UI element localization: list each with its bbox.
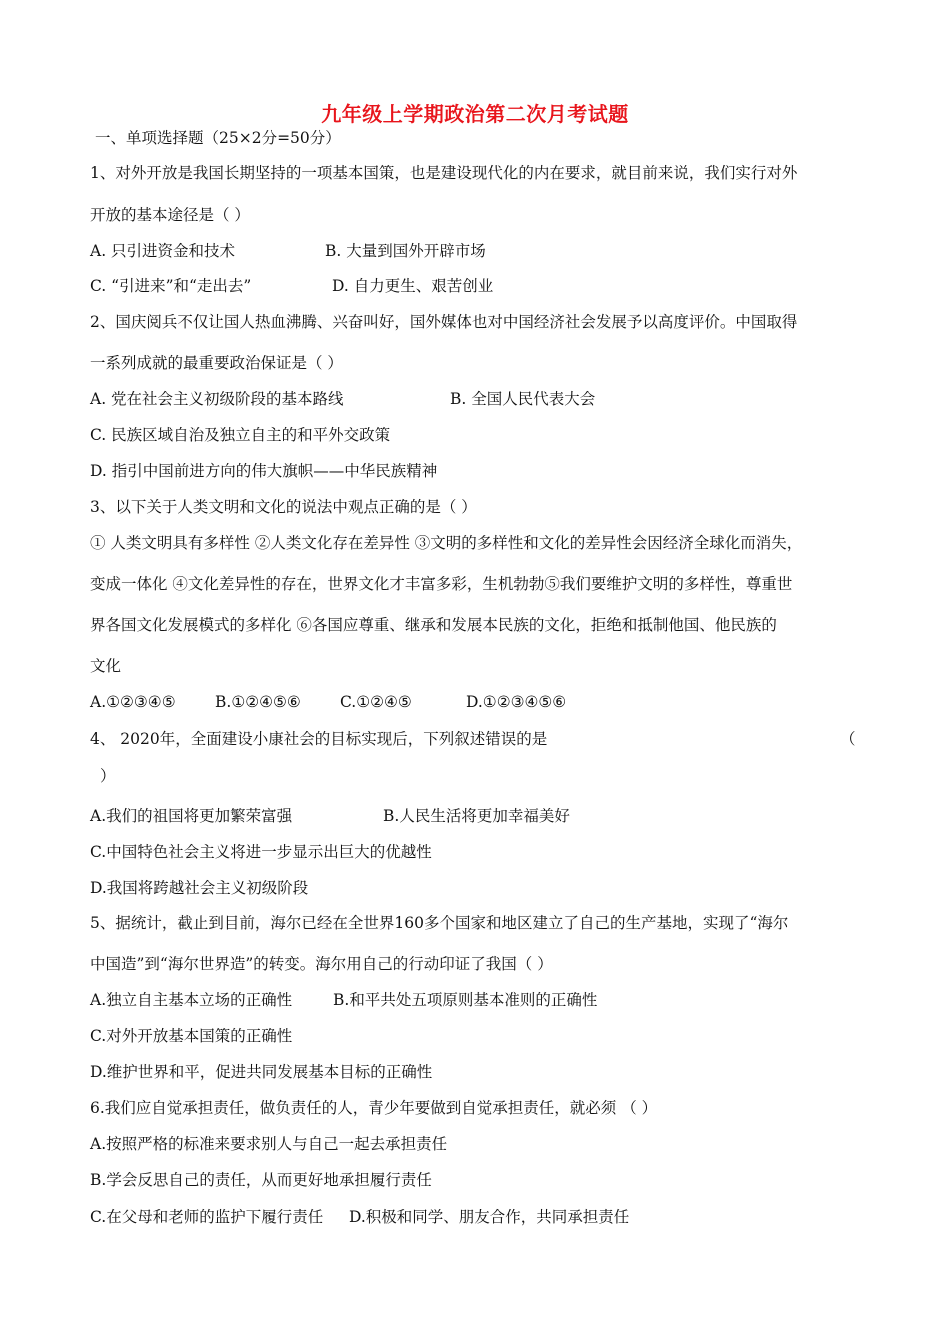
q4-option-b: B.人民生活将更加幸福美好 bbox=[383, 807, 570, 825]
q3-stem-line-4: 界各国文化发展模式的多样化 ⑥各国应尊重、继承和发展本民族的文化，拒绝和抵制他国、他民族的 bbox=[90, 616, 777, 634]
q1-option-c: C. “引进来”和“走出去” bbox=[90, 277, 252, 295]
q1-option-b: B. 大量到国外开辟市场 bbox=[325, 242, 486, 260]
q4-paren-close: ） bbox=[100, 767, 116, 785]
q2-stem-line-2: 一系列成就的最重要政治保证是（ ） bbox=[90, 354, 343, 372]
q2-option-c: C. 民族区域自治及独立自主的和平外交政策 bbox=[90, 426, 391, 444]
q3-stem-line-3: 变成一体化 ④文化差异性的存在，世界文化才丰富多彩，生机勃勃⑤我们要维护文明的多样性，尊重世 bbox=[90, 575, 793, 593]
q2-option-d: D. 指引中国前进方向的伟大旗帜——中华民族精神 bbox=[90, 462, 438, 480]
q1-stem-line-2: 开放的基本途径是（ ） bbox=[90, 206, 250, 224]
q5-stem-line-2: 中国造”到“海尔世界造”的转变。海尔用自己的行动印证了我国（ ） bbox=[90, 955, 553, 973]
q5-option-b: B.和平共处五项原则基本准则的正确性 bbox=[333, 991, 598, 1009]
q5-stem-line-1: 5、据统计，截止到目前，海尔已经在全世界160多个国家和地区建立了自己的生产基地，实现了“海尔 bbox=[90, 914, 789, 932]
q1-option-d: D. 自力更生、艰苦创业 bbox=[332, 277, 494, 295]
q4-stem-line-1: 4、 2020年，全面建设小康社会的目标实现后，下列叙述错误的是 bbox=[90, 730, 548, 748]
q5-option-c: C.对外开放基本国策的正确性 bbox=[90, 1027, 293, 1045]
q3-stem-line-5: 文化 bbox=[90, 657, 122, 675]
q4-option-a: A.我们的祖国将更加繁荣富强 bbox=[90, 807, 293, 825]
q5-option-d: D.维护世界和平，促进共同发展基本目标的正确性 bbox=[90, 1063, 433, 1081]
q1-stem-line-1: 1、对外开放是我国长期坚持的一项基本国策，也是建设现代化的内在要求，就目前来说，我们实行对外 bbox=[90, 164, 798, 182]
q3-option-d: D.①②③④⑤⑥ bbox=[466, 693, 567, 711]
q6-option-d: D.积极和同学、朋友合作，共同承担责任 bbox=[349, 1208, 630, 1226]
q3-option-c: C.①②④⑤ bbox=[340, 693, 412, 711]
q6-option-c: C.在父母和老师的监护下履行责任 bbox=[90, 1208, 324, 1226]
q6-stem-line-1: 6.我们应自觉承担责任，做负责任的人，青少年要做到自觉承担责任，就必须 （ ） bbox=[90, 1099, 658, 1117]
q4-option-d: D.我国将跨越社会主义初级阶段 bbox=[90, 879, 309, 897]
q4-option-c: C.中国特色社会主义将进一步显示出巨大的优越性 bbox=[90, 843, 432, 861]
q2-stem-line-1: 2、国庆阅兵不仅让国人热血沸腾、兴奋叫好，国外媒体也对中国经济社会发展予以高度评价。中国取得 bbox=[90, 313, 798, 331]
q1-option-a: A. 只引进资金和技术 bbox=[90, 242, 236, 260]
q3-option-a: A.①②③④⑤ bbox=[90, 693, 176, 711]
q5-option-a: A.独立自主基本立场的正确性 bbox=[90, 991, 293, 1009]
q2-option-b: B. 全国人民代表大会 bbox=[450, 390, 596, 408]
q3-stem-line-2: ① 人类文明具有多样性 ②人类文化存在差异性 ③文明的多样性和文化的差异性会因经济全球化而消失， bbox=[90, 534, 803, 552]
q2-option-a: A. 党在社会主义初级阶段的基本路线 bbox=[90, 390, 344, 408]
q4-paren-open: （ bbox=[840, 730, 856, 748]
exam-title: 九年级上学期政治第二次月考试题 bbox=[321, 102, 629, 126]
q3-option-b: B.①②④⑤⑥ bbox=[215, 693, 301, 711]
q3-stem-line-1: 3、以下关于人类文明和文化的说法中观点正确的是（ ） bbox=[90, 498, 477, 516]
section-heading: 一、单项选择题（25×2分=50分） bbox=[95, 129, 341, 147]
q6-option-b: B.学会反思自己的责任，从而更好地承担履行责任 bbox=[90, 1171, 432, 1189]
q6-option-a: A.按照严格的标准来要求别人与自己一起去承担责任 bbox=[90, 1135, 448, 1153]
